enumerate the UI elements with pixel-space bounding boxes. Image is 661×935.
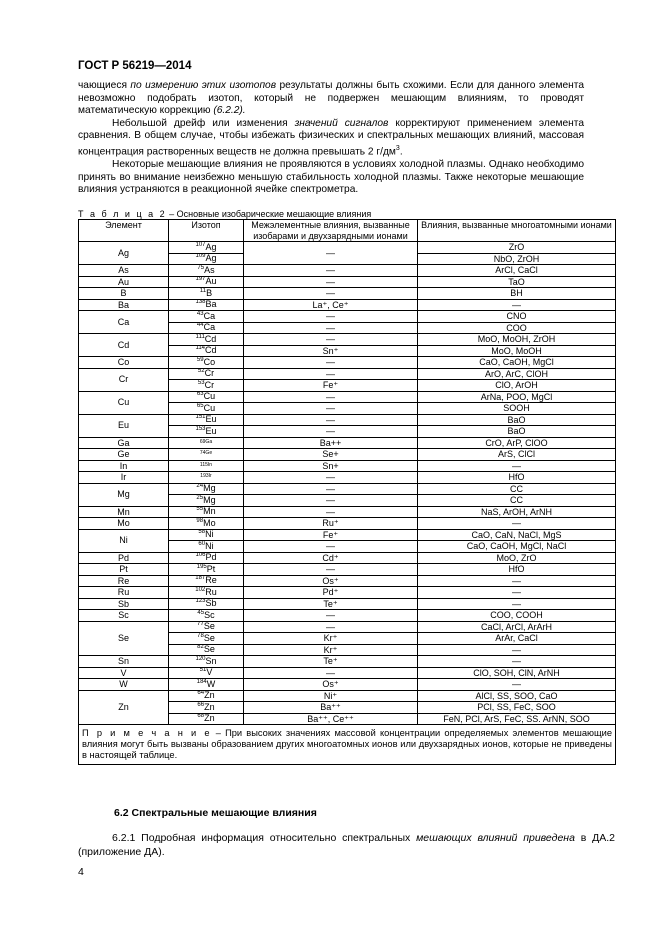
intro-text [78, 80, 584, 197]
cell-polyatomic: — [418, 644, 616, 656]
isotope-mass: 11 [199, 287, 207, 294]
cell-element: Zn [79, 690, 169, 725]
cell-element: Ga [79, 437, 169, 449]
isotope-mass: 43 [196, 310, 204, 317]
table-row [79, 610, 616, 622]
isotope-mass: 65 [196, 402, 204, 409]
cell-interelement: Ru⁺ [244, 518, 418, 530]
cell-element: Ru [79, 587, 169, 599]
paragraph-6-2-1: 6.2.1 Подробная информация относительно спектральных мешающих влияний приведена в ДА.2 (приложение ДА). [78, 832, 616, 858]
isotope-mass: 102 [195, 586, 206, 593]
isotope-symbol: Cr [204, 379, 215, 390]
cell-isotope [169, 587, 244, 599]
cell-element: Ge [79, 449, 169, 461]
isotope-symbol: Ca [203, 310, 216, 321]
cell-interelement: Kr⁺ [244, 644, 418, 656]
cell-isotope [169, 288, 244, 300]
cell-polyatomic: — [418, 679, 616, 691]
cell-element: Pd [79, 552, 169, 564]
cell-polyatomic: ArNa, POO, MgCl [418, 391, 616, 403]
cell-interelement: — [244, 483, 418, 495]
table-row [79, 437, 616, 449]
cell-element: Se [79, 621, 169, 656]
isotope-label: 74Ge [199, 450, 213, 457]
cell-polyatomic: MoO, ZrO [418, 552, 616, 564]
isotope-symbol: Cd [204, 333, 217, 344]
cell-polyatomic: ArS, ClCl [418, 449, 616, 461]
cell-element: Re [79, 575, 169, 587]
cell-interelement: — [244, 667, 418, 679]
isotope-mass: 66 [197, 701, 205, 708]
table-row [79, 460, 616, 472]
table-row [79, 276, 616, 288]
isotope-mass: 197 [195, 276, 206, 283]
isotope-symbol: Mg [203, 483, 216, 494]
cell-element: Sb [79, 598, 169, 610]
cell-isotope [169, 449, 244, 461]
table-row [79, 299, 616, 311]
cell-element: Ir [79, 472, 169, 484]
isotope-mass: 68 [197, 713, 205, 720]
cell-polyatomic: CrO, ArP, ClOO [418, 437, 616, 449]
isotope-symbol: Eu [205, 425, 217, 436]
isotope-mass: 184 [196, 678, 207, 685]
table-row [79, 288, 616, 300]
cell-isotope [169, 633, 244, 645]
cell-interelement: — [244, 414, 418, 426]
isotope-mass: 138 [195, 299, 206, 306]
table-body [79, 242, 616, 725]
cell-isotope [169, 472, 244, 484]
cell-isotope [169, 564, 244, 576]
isotope-mass: 75 [197, 264, 205, 271]
isotope-mass: 58 [198, 529, 206, 536]
cell-interelement: Fe⁺ [244, 529, 418, 541]
cell-isotope [169, 242, 244, 254]
cell-polyatomic: HfO [418, 564, 616, 576]
cell-interelement: — [244, 403, 418, 415]
isotope-symbol: Ni [205, 540, 214, 551]
isotope-mass: 51 [199, 667, 207, 674]
isotope-mass: 52 [197, 368, 205, 375]
cell-isotope [169, 598, 244, 610]
isotope-mass: 45 [197, 609, 205, 616]
cell-interelement: Se+ [244, 449, 418, 461]
table-row [79, 621, 616, 633]
cell-isotope [169, 311, 244, 323]
isotope-mass: 53 [197, 379, 205, 386]
cell-interelement: — [244, 357, 418, 369]
table-row [79, 391, 616, 403]
cell-element: Co [79, 357, 169, 369]
intro-paragraph-3: Некоторые мешающие влияния не проявляются в условиях холодной плазмы. Однако необходимо принять во внимание неизбежно меньшую стабильность холодной плазмы. Также некоторые мешающие влияния устраняются в реакционной ячейке спектрометра. [78, 158, 584, 196]
isotope-mass: 109 [195, 253, 206, 260]
cell-interelement: Ba⁺⁺ [244, 702, 418, 714]
cell-isotope [169, 713, 244, 725]
cell-polyatomic: ArO, ArC, ClOH [418, 368, 616, 380]
section-title: 6.2 Спектральные мешающие влияния [114, 807, 317, 819]
cell-polyatomic: AlCl, SS, SOO, CaO [418, 690, 616, 702]
cell-isotope [169, 437, 244, 449]
cell-element: Eu [79, 414, 169, 437]
cell-interelement: La⁺, Ce⁺ [244, 299, 418, 311]
cell-interelement: — [244, 322, 418, 334]
cell-isotope [169, 679, 244, 691]
isotope-symbol: Eu [205, 414, 217, 425]
cell-isotope [169, 403, 244, 415]
isotope-symbol: B [206, 287, 213, 298]
cell-polyatomic: CaO, CaN, NaCl, MgS [418, 529, 616, 541]
cell-element: Cr [79, 368, 169, 391]
cell-interelement: — [244, 242, 418, 265]
cell-isotope [169, 414, 244, 426]
table-row [79, 656, 616, 668]
isotope-symbol: Au [205, 276, 217, 287]
cell-interelement: Pd⁺ [244, 587, 418, 599]
cell-isotope [169, 426, 244, 438]
cell-interelement: — [244, 391, 418, 403]
isotope-mass: 187 [195, 575, 206, 582]
cell-interelement: — [244, 311, 418, 323]
isotope-symbol: Ag [205, 241, 217, 252]
isotope-symbol: Pd [205, 552, 217, 563]
cell-polyatomic: COO, COOH [418, 610, 616, 622]
cell-polyatomic: COO [418, 322, 616, 334]
cell-interelement: — [244, 334, 418, 346]
cell-isotope [169, 334, 244, 346]
table-row [79, 311, 616, 323]
interferences-table [78, 219, 616, 765]
cell-isotope [169, 656, 244, 668]
cell-polyatomic: — [418, 587, 616, 599]
cell-isotope [169, 552, 244, 564]
isotope-symbol: As [204, 264, 215, 275]
table-caption: Т а б л и ц а 2 – Основные изобарические мешающие влияния [78, 209, 372, 219]
isotope-mass: 195 [196, 563, 207, 570]
cell-isotope [169, 299, 244, 311]
cell-interelement: Te⁺ [244, 598, 418, 610]
cell-polyatomic: HfO [418, 472, 616, 484]
cell-polyatomic: FeN, PCl, ArS, FeC, SS. ArNN, SOO [418, 713, 616, 725]
cell-element: Ni [79, 529, 169, 552]
col-header-polyatomic: Влияния, вызванные многоатомными ионами [418, 220, 616, 242]
cell-element: V [79, 667, 169, 679]
cell-polyatomic: MoO, MoOH [418, 345, 616, 357]
cell-polyatomic: SOOH [418, 403, 616, 415]
isotope-mass: 24 [196, 483, 204, 490]
isotope-mass: 64 [197, 690, 205, 697]
table-note: П р и м е ч а н и е – При высоких значениях массовой концентрации определяемых элементов мешающие влияния могут быть вызваны образованием других многоатомных ионов или двухзарядных ионов, которые не приведены в настоящей таблице. [79, 725, 616, 765]
cell-isotope [169, 529, 244, 541]
cell-interelement: — [244, 610, 418, 622]
isotope-mass: 78 [197, 632, 204, 639]
cell-polyatomic: ClO, SOH, ClN, ArNH [418, 667, 616, 679]
cell-interelement: — [244, 472, 418, 484]
table-row [79, 265, 616, 277]
table-row [79, 449, 616, 461]
col-header-isotope: Изотоп [169, 220, 244, 242]
cell-isotope [169, 380, 244, 392]
cell-element: W [79, 679, 169, 691]
cell-polyatomic: — [418, 656, 616, 668]
cell-polyatomic: CaCl, ArCl, ArArH [418, 621, 616, 633]
isotope-mass: 123 [195, 598, 206, 605]
cell-polyatomic: BH [418, 288, 616, 300]
cell-element: Ca [79, 311, 169, 334]
isotope-mass: 153 [195, 425, 206, 432]
isotope-mass: 106 [195, 552, 206, 559]
cell-polyatomic: ArCl, CaCl [418, 265, 616, 277]
cell-interelement: — [244, 621, 418, 633]
cell-polyatomic: — [418, 575, 616, 587]
cell-element: As [79, 265, 169, 277]
cell-isotope [169, 391, 244, 403]
cell-element: B [79, 288, 169, 300]
isotope-mass: 107 [195, 241, 206, 248]
cell-interelement: — [244, 276, 418, 288]
cell-interelement: — [244, 288, 418, 300]
cell-element: Sn [79, 656, 169, 668]
isotope-mass: 120 [195, 655, 206, 662]
cell-polyatomic: CaO, CaOH, MgCl, NaCl [418, 541, 616, 553]
table-row [79, 357, 616, 369]
isotope-symbol: Re [205, 575, 217, 586]
cell-polyatomic: — [418, 460, 616, 472]
cell-isotope [169, 506, 244, 518]
isotope-label: 69Ga [199, 438, 213, 445]
cell-element: Mn [79, 506, 169, 518]
cell-isotope [169, 276, 244, 288]
cell-isotope [169, 702, 244, 714]
intro-paragraph-1: чающиеся по измерению этих изотопов результаты должны быть схожими. Если для данного элемента невозможно подобрать изотоп, который не подвержен мешающим влияниям, то проводят математическую коррекцию (6.2.2). [78, 80, 584, 117]
cell-polyatomic: — [418, 518, 616, 530]
cell-polyatomic: PCl, SS, FeC, SOO [418, 702, 616, 714]
cell-element: Au [79, 276, 169, 288]
table-row [79, 472, 616, 484]
table-row [79, 667, 616, 679]
table-row [79, 334, 616, 346]
isotope-mass: 60 [198, 540, 206, 547]
isotope-symbol: Ag [205, 253, 217, 264]
cell-interelement: — [244, 541, 418, 553]
table-note-row [79, 725, 616, 765]
intro-paragraph-2: Небольшой дрейф или изменения значений сигналов корректируют применением элемента сравнения. В общем случае, чтобы избежать физических и спектральных мешающих влияний, массовая концентрация растворенных веществ не должна превышать 2 $г/дм^3$. [78, 117, 584, 158]
cell-element: Sc [79, 610, 169, 622]
isotope-mass: 77 [197, 621, 204, 628]
table-row [79, 587, 616, 599]
cell-polyatomic: ArAr, CaCl [418, 633, 616, 645]
table-row [79, 564, 616, 576]
isotope-symbol: Zn [204, 713, 215, 724]
cell-interelement: Te⁺ [244, 656, 418, 668]
cell-interelement: Kr⁺ [244, 633, 418, 645]
table-row [79, 690, 616, 702]
cell-element: Ag [79, 242, 169, 265]
cell-element: Mo [79, 518, 169, 530]
isotope-label: 193Ir [200, 473, 212, 480]
table-row [79, 483, 616, 495]
cell-isotope [169, 690, 244, 702]
isotope-symbol: Mn [203, 506, 216, 517]
isotope-mass: 82 [197, 644, 204, 651]
isotope-mass: 55 [196, 506, 204, 513]
isotope-symbol: Ba [205, 299, 217, 310]
cell-isotope [169, 460, 244, 472]
cell-element: Cd [79, 334, 169, 357]
cell-isotope [169, 495, 244, 507]
isotope-symbol: Mo [203, 517, 216, 528]
table-row [79, 368, 616, 380]
cell-interelement: Ba⁺⁺, Ce⁺⁺ [244, 713, 418, 725]
cell-interelement: Sn⁺ [244, 345, 418, 357]
isotope-symbol: Se [203, 644, 215, 655]
table-row [79, 598, 616, 610]
isotope-symbol: Cr [204, 368, 215, 379]
cell-polyatomic: ZrO [418, 242, 616, 254]
cell-interelement: Os⁺ [244, 679, 418, 691]
isotope-mass: 59 [196, 356, 204, 363]
page-number: 4 [78, 866, 84, 878]
cell-element: In [79, 460, 169, 472]
isotope-mass: 25 [196, 494, 204, 501]
isotope-symbol: Zn [204, 701, 215, 712]
cell-interelement: — [244, 506, 418, 518]
document-header: ГОСТ Р 56219—2014 [78, 60, 192, 72]
cell-polyatomic: TaO [418, 276, 616, 288]
cell-isotope [169, 345, 244, 357]
isotope-symbol: Ru [205, 586, 217, 597]
col-header-interelement: Межэлементные влияния, вызванные изобарами и двухзарядными ионами [244, 220, 418, 242]
table-row [79, 529, 616, 541]
table-row [79, 679, 616, 691]
cell-element: Ba [79, 299, 169, 311]
isotope-symbol: W [206, 678, 216, 689]
cell-polyatomic: CNO [418, 311, 616, 323]
table-row [79, 506, 616, 518]
isotope-symbol: Se [203, 632, 215, 643]
isotope-symbol: Sn [205, 655, 217, 666]
cell-polyatomic: CC [418, 483, 616, 495]
cell-interelement: — [244, 495, 418, 507]
isotope-symbol: Se [203, 621, 215, 632]
isotope-mass: 111 [195, 333, 205, 340]
isotope-mass: 151 [195, 414, 206, 421]
cell-interelement: Os⁺ [244, 575, 418, 587]
cell-interelement: — [244, 426, 418, 438]
cell-polyatomic: ClO, ArOH [418, 380, 616, 392]
table-header-row [79, 220, 616, 242]
isotope-symbol: Sb [205, 598, 217, 609]
isotope-symbol: Cu [203, 402, 216, 413]
cell-interelement: Cd⁺ [244, 552, 418, 564]
cell-interelement: — [244, 265, 418, 277]
isotope-symbol: Ni [205, 529, 214, 540]
cell-isotope [169, 644, 244, 656]
cell-interelement: Fe⁺ [244, 380, 418, 392]
cell-isotope [169, 253, 244, 265]
isotope-symbol: V [206, 667, 213, 678]
cell-interelement: Sn+ [244, 460, 418, 472]
cell-polyatomic: BaO [418, 426, 616, 438]
cell-element: Mg [79, 483, 169, 506]
cell-isotope [169, 541, 244, 553]
cell-isotope [169, 265, 244, 277]
isotope-symbol: Ca [203, 322, 216, 333]
isotope-mass: 98 [196, 517, 204, 524]
cell-polyatomic: BaO [418, 414, 616, 426]
table-row [79, 242, 616, 254]
isotope-symbol: Pt [206, 563, 216, 574]
cell-isotope [169, 322, 244, 334]
cell-polyatomic: CaO, CaOH, MgCl [418, 357, 616, 369]
cell-isotope [169, 483, 244, 495]
table-row [79, 575, 616, 587]
isotope-symbol: Mg [203, 494, 216, 505]
cell-interelement: Ba++ [244, 437, 418, 449]
cell-polyatomic: NbO, ZrOH [418, 253, 616, 265]
isotope-symbol: Cd [205, 345, 217, 356]
table-row [79, 414, 616, 426]
cell-polyatomic: — [418, 598, 616, 610]
col-header-element: Элемент [79, 220, 169, 242]
cell-polyatomic: — [418, 299, 616, 311]
isotope-symbol: Co [203, 356, 216, 367]
cell-isotope [169, 667, 244, 679]
isotope-symbol: Zn [204, 690, 215, 701]
cell-isotope [169, 357, 244, 369]
isotope-mass: 44 [196, 322, 204, 329]
isotope-mass: 63 [196, 391, 204, 398]
isotope-symbol: Sc [204, 609, 215, 620]
table-row [79, 518, 616, 530]
table-row [79, 552, 616, 564]
isotope-label: 115In [199, 461, 213, 468]
isotope-symbol: Cu [203, 391, 216, 402]
cell-interelement: — [244, 368, 418, 380]
cell-interelement: Ni⁺ [244, 690, 418, 702]
cell-polyatomic: NaS, ArOH, ArNH [418, 506, 616, 518]
cell-element: Cu [79, 391, 169, 414]
isotope-mass: 114 [195, 345, 206, 352]
cell-isotope [169, 368, 244, 380]
cell-isotope [169, 575, 244, 587]
cell-interelement: — [244, 564, 418, 576]
cell-isotope [169, 610, 244, 622]
cell-isotope [169, 518, 244, 530]
cell-polyatomic: CC [418, 495, 616, 507]
cell-polyatomic: MoO, MoOH, ZrOH [418, 334, 616, 346]
cell-isotope [169, 621, 244, 633]
cell-element: Pt [79, 564, 169, 576]
